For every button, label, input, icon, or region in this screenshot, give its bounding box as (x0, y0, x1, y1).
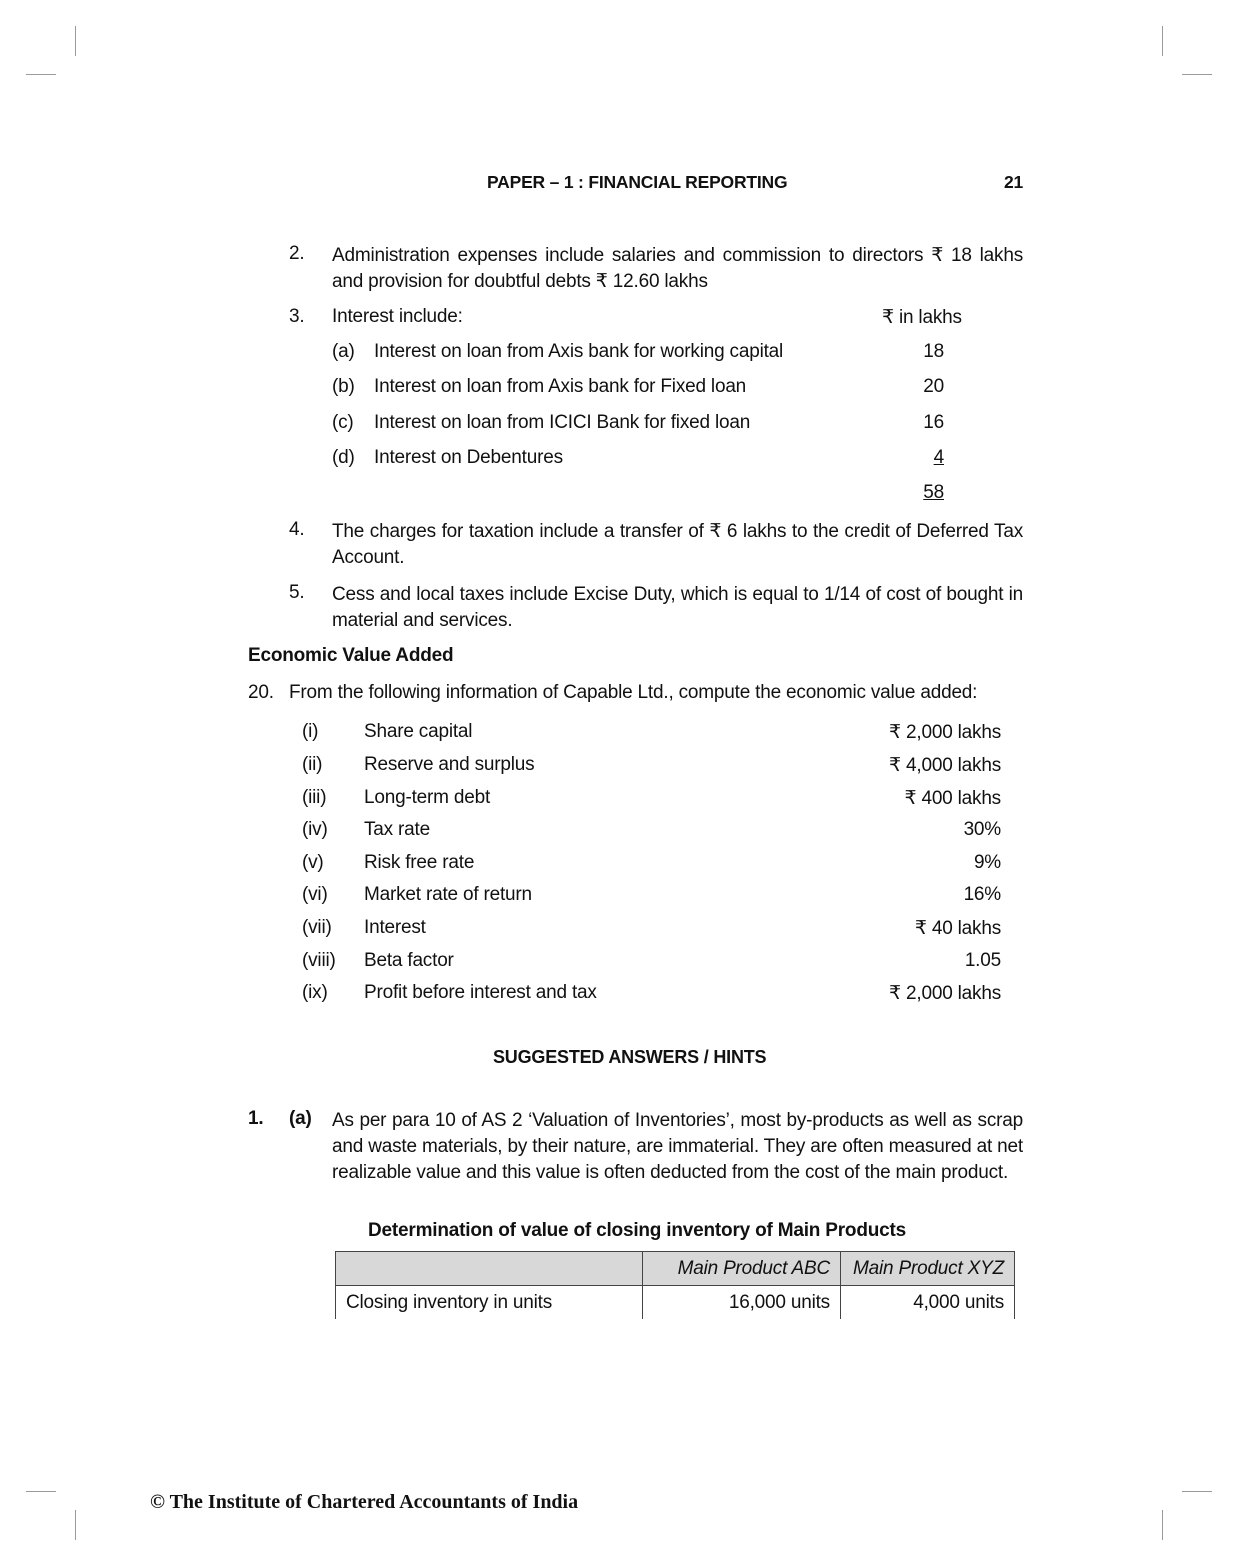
question-number: 20. (248, 682, 274, 703)
interest-item-amount: 18 (923, 341, 944, 362)
interest-item-label: Interest on Debentures (374, 447, 563, 468)
eva-item-roman: (viii) (302, 950, 336, 971)
interest-item-letter: (b) (332, 376, 355, 397)
note-number: 4. (289, 519, 305, 540)
page-number: 21 (1004, 172, 1024, 192)
table-header-cell (336, 1252, 643, 1286)
crop-mark (26, 74, 56, 75)
table-cell: Closing inventory in units (336, 1286, 643, 1320)
note-text: Cess and local taxes include Excise Duty, which is equal to 1/14 of cost of bought in material and services. (332, 584, 1023, 631)
eva-item-label: Market rate of return (364, 884, 532, 905)
answer-text: As per para 10 of AS 2 ‘Valuation of Inventories’, most by-products as well as scrap and waste materials, by their nature, are immaterial. They are often measured at net realizable value and this value is often deducted from the cost of the main product. (332, 1110, 1023, 1183)
crop-mark (75, 26, 76, 56)
crop-mark (1182, 74, 1212, 75)
eva-item-label: Tax rate (364, 819, 430, 840)
table-cell: 4,000 units (841, 1286, 1015, 1320)
eva-item-roman: (v) (302, 852, 324, 873)
question-text: From the following information of Capable Ltd., compute the economic value added: (289, 682, 978, 703)
interest-total: 58 (923, 482, 944, 503)
note-number: 3. (289, 306, 305, 327)
eva-item-label: Profit before interest and tax (364, 982, 597, 1003)
interest-item-letter: (d) (332, 447, 355, 468)
answers-heading: SUGGESTED ANSWERS / HINTS (493, 1047, 767, 1067)
table-header-cell: Main Product XYZ (841, 1252, 1015, 1286)
eva-item-roman: (ii) (302, 754, 323, 775)
eva-item-value: ₹ 4,000 lakhs (889, 755, 1001, 776)
eva-item-roman: (vi) (302, 884, 328, 905)
interest-item-amount: 4 (933, 447, 944, 468)
interest-item-label: Interest on loan from Axis bank for working capital (374, 341, 784, 362)
eva-item-roman: (vii) (302, 917, 332, 938)
crop-mark (1162, 26, 1163, 56)
eva-item-value: ₹ 400 lakhs (904, 788, 1001, 809)
crop-mark (75, 1510, 76, 1540)
interest-item-label: Interest on loan from ICICI Bank for fixed loan (374, 412, 751, 433)
interest-item-label: Interest on loan from Axis bank for Fixed loan (374, 376, 747, 397)
eva-item-value: 16% (963, 884, 1001, 905)
interest-item-amount: 20 (923, 376, 944, 397)
eva-item-roman: (ix) (302, 982, 328, 1003)
eva-item-value: ₹ 40 lakhs (914, 918, 1001, 939)
answer-part: (a) (289, 1108, 312, 1129)
eva-item-value: 1.05 (964, 950, 1001, 971)
crop-mark (1182, 1491, 1212, 1492)
crop-mark (26, 1491, 56, 1492)
footer-copyright: © The Institute of Chartered Accountants of India (150, 1491, 579, 1513)
eva-item-value: 30% (963, 819, 1001, 840)
note-number: 5. (289, 582, 305, 603)
eva-item-label: Reserve and surplus (364, 754, 535, 775)
table-cell: 16,000 units (643, 1286, 841, 1320)
eva-item-label: Risk free rate (364, 852, 475, 873)
note-text: Administration expenses include salaries and commission to directors ₹ 18 lakhs and provision for doubtful debts ₹ 12.60 lakhs (332, 245, 1023, 292)
note-text: Interest include: (332, 306, 463, 327)
table-title: Determination of value of closing inventory of Main Products (368, 1220, 907, 1241)
crop-mark (1162, 1510, 1163, 1540)
note-number: 2. (289, 243, 305, 264)
note-text: The charges for taxation include a transfer of ₹ 6 lakhs to the credit of Deferred Tax Account. (332, 521, 1023, 568)
eva-item-value: ₹ 2,000 lakhs (889, 983, 1001, 1004)
section-heading: Economic Value Added (248, 645, 454, 666)
table-header-row (336, 1252, 1015, 1286)
interest-item-amount: 16 (923, 412, 944, 433)
eva-item-label: Beta factor (364, 950, 454, 971)
eva-item-roman: (iii) (302, 787, 327, 808)
inventory-table (335, 1251, 1015, 1319)
eva-item-value: ₹ 2,000 lakhs (889, 722, 1001, 743)
eva-item-roman: (iv) (302, 819, 328, 840)
eva-item-label: Long-term debt (364, 787, 491, 808)
eva-item-label: Share capital (364, 721, 473, 742)
table-row (336, 1286, 1015, 1320)
interest-item-letter: (c) (332, 412, 354, 433)
page-header-title: PAPER – 1 : FINANCIAL REPORTING (487, 172, 788, 192)
eva-item-roman: (i) (302, 721, 319, 742)
unit-label: ₹ in lakhs (882, 307, 962, 328)
interest-item-letter: (a) (332, 341, 355, 362)
answer-number: 1. (248, 1108, 264, 1129)
eva-item-label: Interest (364, 917, 426, 938)
eva-item-value: 9% (973, 852, 1001, 873)
table-header-cell: Main Product ABC (643, 1252, 841, 1286)
